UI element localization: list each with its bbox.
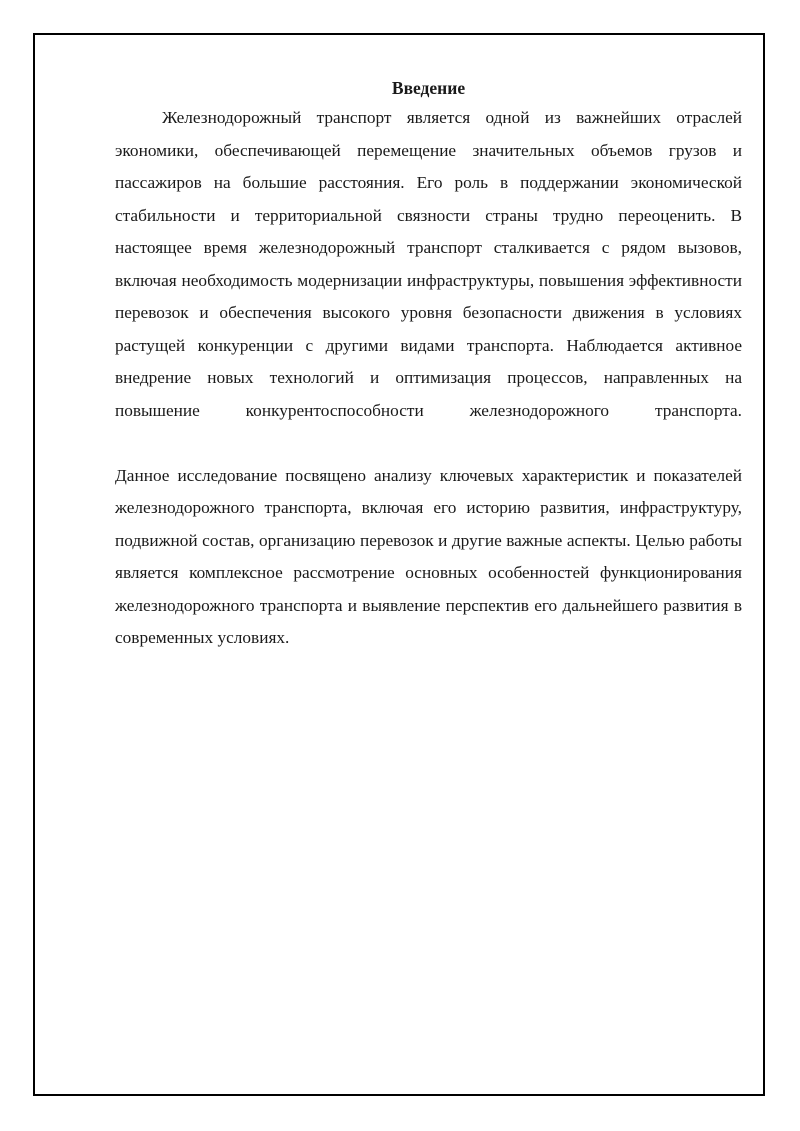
document-body: [115, 74, 742, 655]
paragraph-gap: [115, 427, 742, 460]
intro-paragraph-2: Данное исследование посвящено анализу ключевых характеристик и показателей железнодорожного транспорта, включая его историю развития, инфраструктуру, подвижной состав, организацию перевозок и другие важные аспекты. Целью работы является комплексное рассмотрение основных особенностей функционирования железнодорожного транспорта и выявление перспектив его дальнейшего развития в современных условиях.: [115, 465, 742, 647]
intro-paragraph-1: Железнодорожный транспорт является одной из важнейших отраслей экономики, обеспечивающей перемещение значительных объемов грузов и пассажиров на большие расстояния. Его роль в поддержании экономической стабильности и территориальной связности страны трудно переоценить. В настоящее время железнодорожный транспорт сталкивается с рядом вызовов, включая необходимость модернизации инфраструктуры, повышения эффективности перевозок и обеспечения высокого уровня безопасности движения в условиях растущей конкуренции с другими видами транспорта. Наблюдается активное внедрение новых технологий и оптимизация процессов, направленных на повышение конкурентоспособности железнодорожного транспорта.: [115, 108, 742, 420]
section-heading: Введение: [391, 78, 466, 98]
